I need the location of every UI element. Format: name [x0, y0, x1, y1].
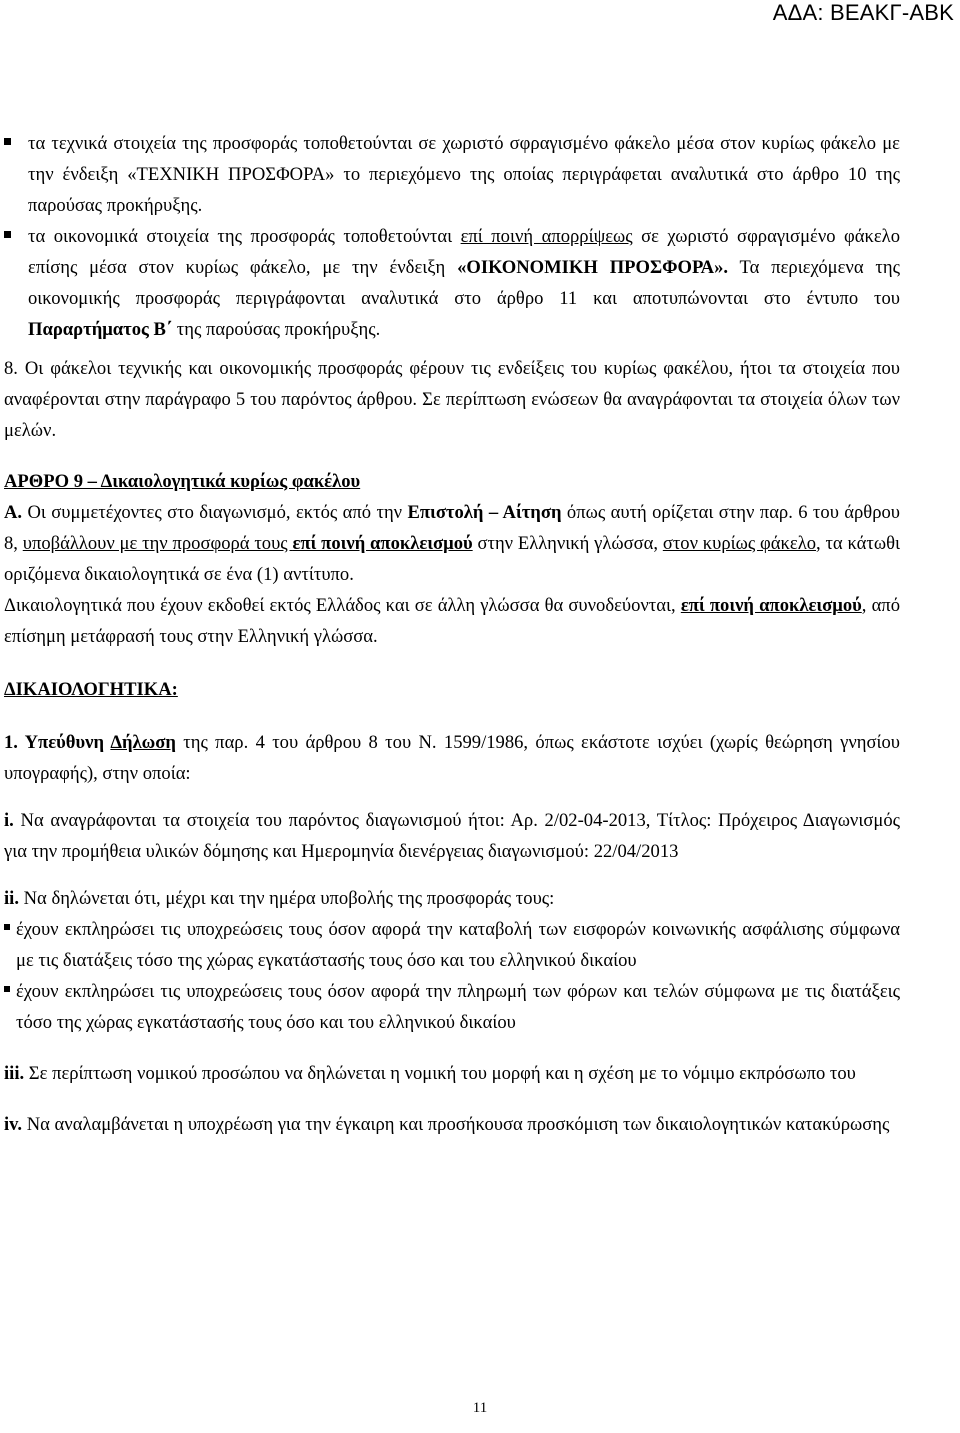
section-a: Α. Οι συμμετέχοντες στο διαγωνισμό, εκτός από την Επιστολή – Αίτηση όπως αυτή ορίζεται στην παρ. 6 του άρθρου 8, υποβάλλουν με την προσφορά τους επί ποινή αποκλεισμού στην Ελληνική γλώσσα, στον κυρίως φάκελο, τα κάτωθι οριζόμενα δικαιολογητικά σε ένα (1) αντίτυπο.	[4, 502, 901, 585]
bullet-financial-offer: τα οικονομικά στοιχεία της προσφοράς τοποθετούνται επί ποινή απορρίψεως σε χωριστό σφραγισμένο φάκελο επίσης μέσα στον κυρίως φάκελο, με την ένδειξη «ΟΙΚΟΝΟΜΙΚΗ ΠΡΟΣΦΟΡΑ». Τα περιεχόμενα της οικονομικής προσφοράς περιγράφονται αναλυτικά στο άρθρο 11 και αποτυπώνονται στο έντυπο του Παραρτήματος Β΄ της παρούσας προκήρυξης.	[4, 221, 900, 345]
sub-item-i: i. Να αναγράφονται τα στοιχεία του παρόντος διαγωνισμού ήτοι: Αρ. 2/02-04-2013, Τίτλος: Πρόχειρος Διαγωνισμός για την προμήθεια υλικών δόμησης και Ημερομηνία διενέργειας διαγωνισμού: 22/04/2013	[4, 810, 900, 862]
sub-item-iii: iii. Σε περίπτωση νομικού προσώπου να δηλώνεται η νομική του μορφή και η σχέση με το νόμιμο εκπρόσωπο του	[4, 1063, 856, 1084]
document-body	[4, 128, 900, 1140]
docs-heading: ΔΙΚΑΙΟΛΟΓΗΤΙΚΑ:	[4, 679, 178, 700]
section-a-foreign-docs: Δικαιολογητικά που έχουν εκδοθεί εκτός Ελλάδος και σε άλλη γλώσσα θα συνοδεύονται, επί ποινή αποκλεισμού, από επίσημη μετάφρασή τους στην Ελληνική γλώσσα.	[4, 595, 900, 647]
paragraph-8: 8. Οι φάκελοι τεχνικής και οικονομικής προσφοράς φέρουν τις ενδείξεις του κυρίως φακέλου, ήτοι τα στοιχεία που αναφέρονται στην παράγραφο 5 του παρόντος άρθρου. Σε περίπτωση ενώσεων θα αναγράφονται τα στοιχεία όλων των μελών.	[4, 358, 900, 441]
ada-code: ΑΔΑ: ΒΕΑΚΓ-ΑΒΚ	[772, 0, 954, 25]
bullet-technical-offer: τα τεχνικά στοιχεία της προσφοράς τοποθετούνται σε χωριστό σφραγισμένο φάκελο μέσα στον κυρίως φάκελο με την ένδειξη «ΤΕΧΝΙΚΗ ΠΡΟΣΦΟΡΑ» το περιεχόμενο της οποίας περιγράφεται αναλυτικά στο άρθρο 10 της παρούσας προκήρυξης.	[4, 128, 900, 221]
sub-item-ii-bullet-1: έχουν εκπληρώσει τις υποχρεώσεις τους όσον αφορά την καταβολή των εισφορών κοινωνικής ασφάλισης σύμφωνα με τις διατάξεις τόσο της χώρας εγκατάστασής τους όσο και του ελληνικού δικαίου	[4, 914, 900, 976]
item-1: 1. Υπεύθυνη Δήλωση της παρ. 4 του άρθρου 8 του Ν. 1599/1986, όπως εκάστοτε ισχύει (χωρίς θεώρηση γνησίου υπογραφής), στην οποία:	[4, 732, 900, 784]
financial-offer-label: «ΟΙΚΟΝΟΜΙΚΗ ΠΡΟΣΦΟΡΑ».	[457, 257, 729, 278]
annex-b: Παραρτήματος Β΄	[28, 319, 173, 340]
article-9-heading: ΑΡΘΡΟ 9 – Δικαιολογητικά κυρίως φακέλου	[4, 471, 361, 492]
sub-item-ii-bullet-2: έχουν εκπληρώσει τις υποχρεώσεις τους όσον αφορά την πληρωμή των φόρων και τελών σύμφωνα με τις διατάξεις τόσο της χώρας εγκατάστασής τους όσο και του ελληνικού δικαίου	[4, 976, 900, 1038]
sub-item-ii: ii. Να δηλώνεται ότι, μέχρι και την ημέρα υποβολής της προσφοράς τους:	[4, 888, 555, 909]
sub-item-iv: iv. Να αναλαμβάνεται η υποχρέωση για την έγκαιρη και προσήκουσα προσκόμιση των δικαιολογητικών κατακύρωσης	[4, 1114, 890, 1135]
rejection-penalty: επί ποινή απορρίψεως	[460, 226, 633, 247]
page-number: 11	[472, 1400, 488, 1416]
